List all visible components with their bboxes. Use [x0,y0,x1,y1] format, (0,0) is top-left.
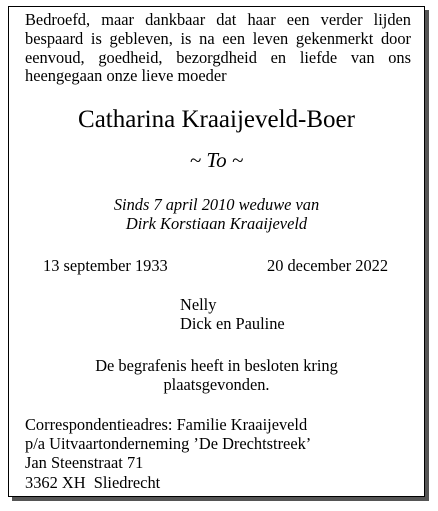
nickname: ~ To ~ [189,148,244,172]
address-line: 3362 XH Sliedrecht [25,472,161,492]
announcement-frame [8,6,425,497]
address-line: p/a Uitvaartonderneming ’De Drechtstreek’ [25,434,312,454]
funeral-line: plaatsgevonden. [163,375,270,394]
family-line: Nelly [180,295,217,314]
widow-line: Dirk Korstiaan Kraaijeveld [125,214,308,233]
deceased-name: Catharina Kraaijeveld-Boer [78,106,355,133]
family-names [180,296,285,333]
widow-line: Sinds 7 april 2010 weduwe van [113,195,320,214]
birth-date: 13 september 1933 [43,256,168,275]
widow-statement [9,195,424,233]
address-line: Jan Steenstraat 71 [25,453,144,473]
funeral-notice [9,356,424,394]
family-line: Dick en Pauline [180,313,285,333]
funeral-line: De begrafenis heeft in besloten kring [95,356,338,375]
correspondence-address [25,415,311,492]
intro-text: Bedroefd, maar dankbaar dat haar een verder lijden bespaard is gebleven, is na een leven gekenmerkt door eenvoud, goedheid, bezorgdheid en liefde van ons heengegaan onze lieve moeder [25,10,411,86]
address-line: Correspondentieadres: Familie Kraaijeveld [25,415,308,434]
death-date: 20 december 2022 [267,256,389,275]
